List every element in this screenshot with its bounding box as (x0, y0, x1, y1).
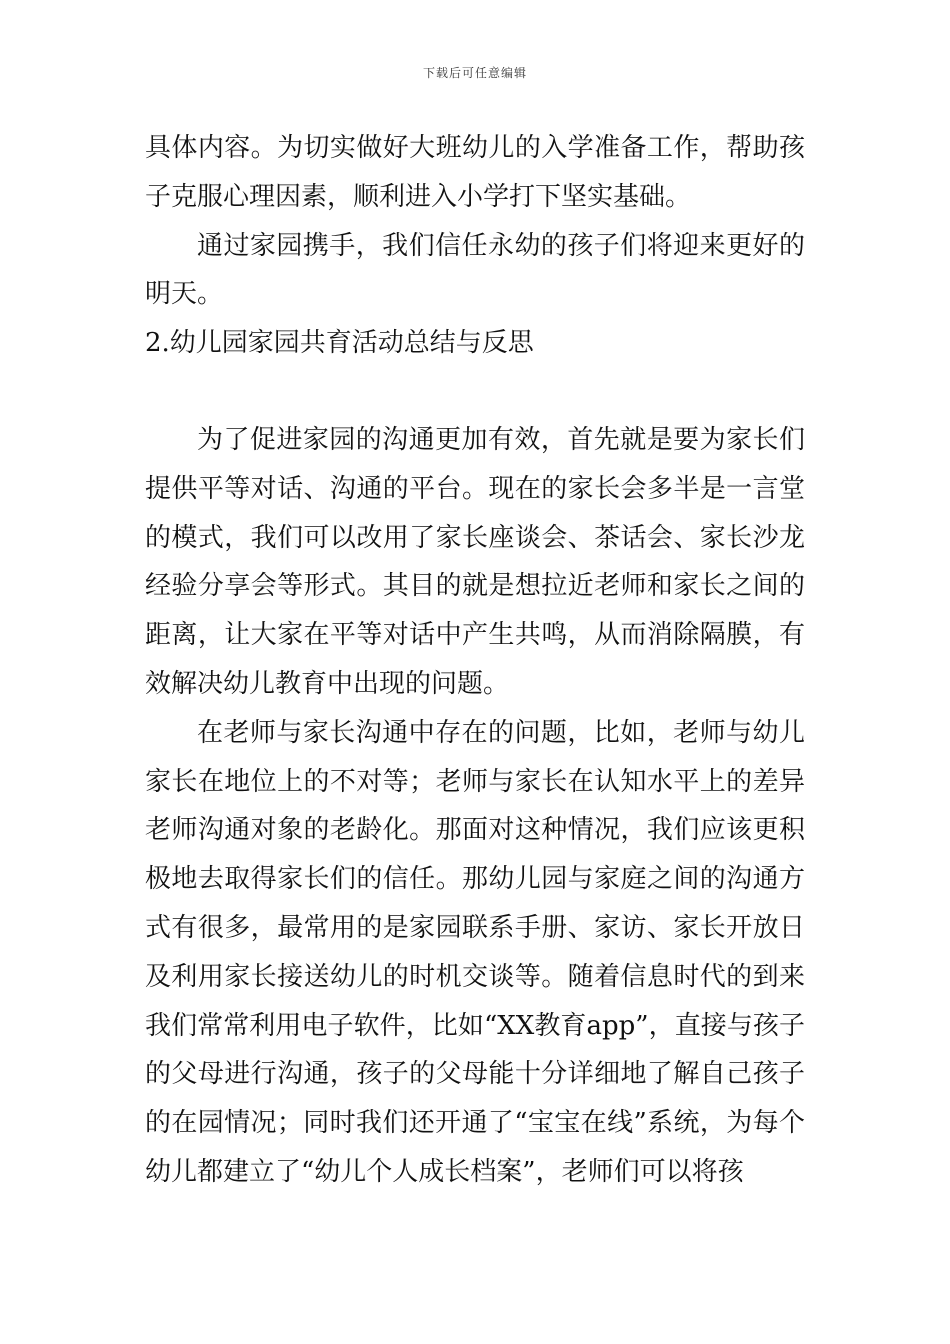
paragraph-closing: 通过家园携手，我们信任永幼的孩子们将迎来更好的明天。 (145, 230, 805, 310)
document-body (145, 124, 805, 1197)
paragraph-continuation: 具体内容。为切实做好大班幼儿的入学准备工作，帮助孩子克服心理因素，顺利进入小学打下坚实基础。 (145, 133, 805, 212)
section-heading: 2.幼儿园家园共育活动总结与反思 (145, 328, 534, 359)
section-spacer (145, 368, 805, 416)
page-header: 下载后可任意编辑 (422, 66, 527, 80)
paragraph-communication-platform: 为了促进家园的沟通更加有效，首先就是要为家长们提供平等对话、沟通的平台。现在的家长会多半是一言堂的模式，我们可以改用了家长座谈会、茶话会、家长沙龙经验分享会等形式。其目的就是想拉近老师和家长之间的距离，让大家在平等对话中产生共鸣，从而消除隔膜，有效解决幼儿教育中出现的问题。 (145, 424, 805, 699)
paragraph-communication-issues: 在老师与家长沟通中存在的问题，比如，老师与幼儿家长在地位上的不对等；老师与家长在认知水平上的差异老师沟通对象的老龄化。那面对这种情况，我们应该更积极地去取得家长们的信任。那幼儿园与家庭之间的沟通方式有很多，最常用的是家园联系手册、家访、家长开放日及利用家长接送幼儿的时机交谈等。随着信息时代的到来我们常常利用电子软件，比如“XX教育app”，直接与孩子的父母进行沟通，孩子的父母能十分详细地了解自己孩子的在园情况；同时我们还开通了“宝宝在线”系统，为每个幼儿都建立了“幼儿个人成长档案”，老师们可以将孩 (145, 717, 805, 1187)
